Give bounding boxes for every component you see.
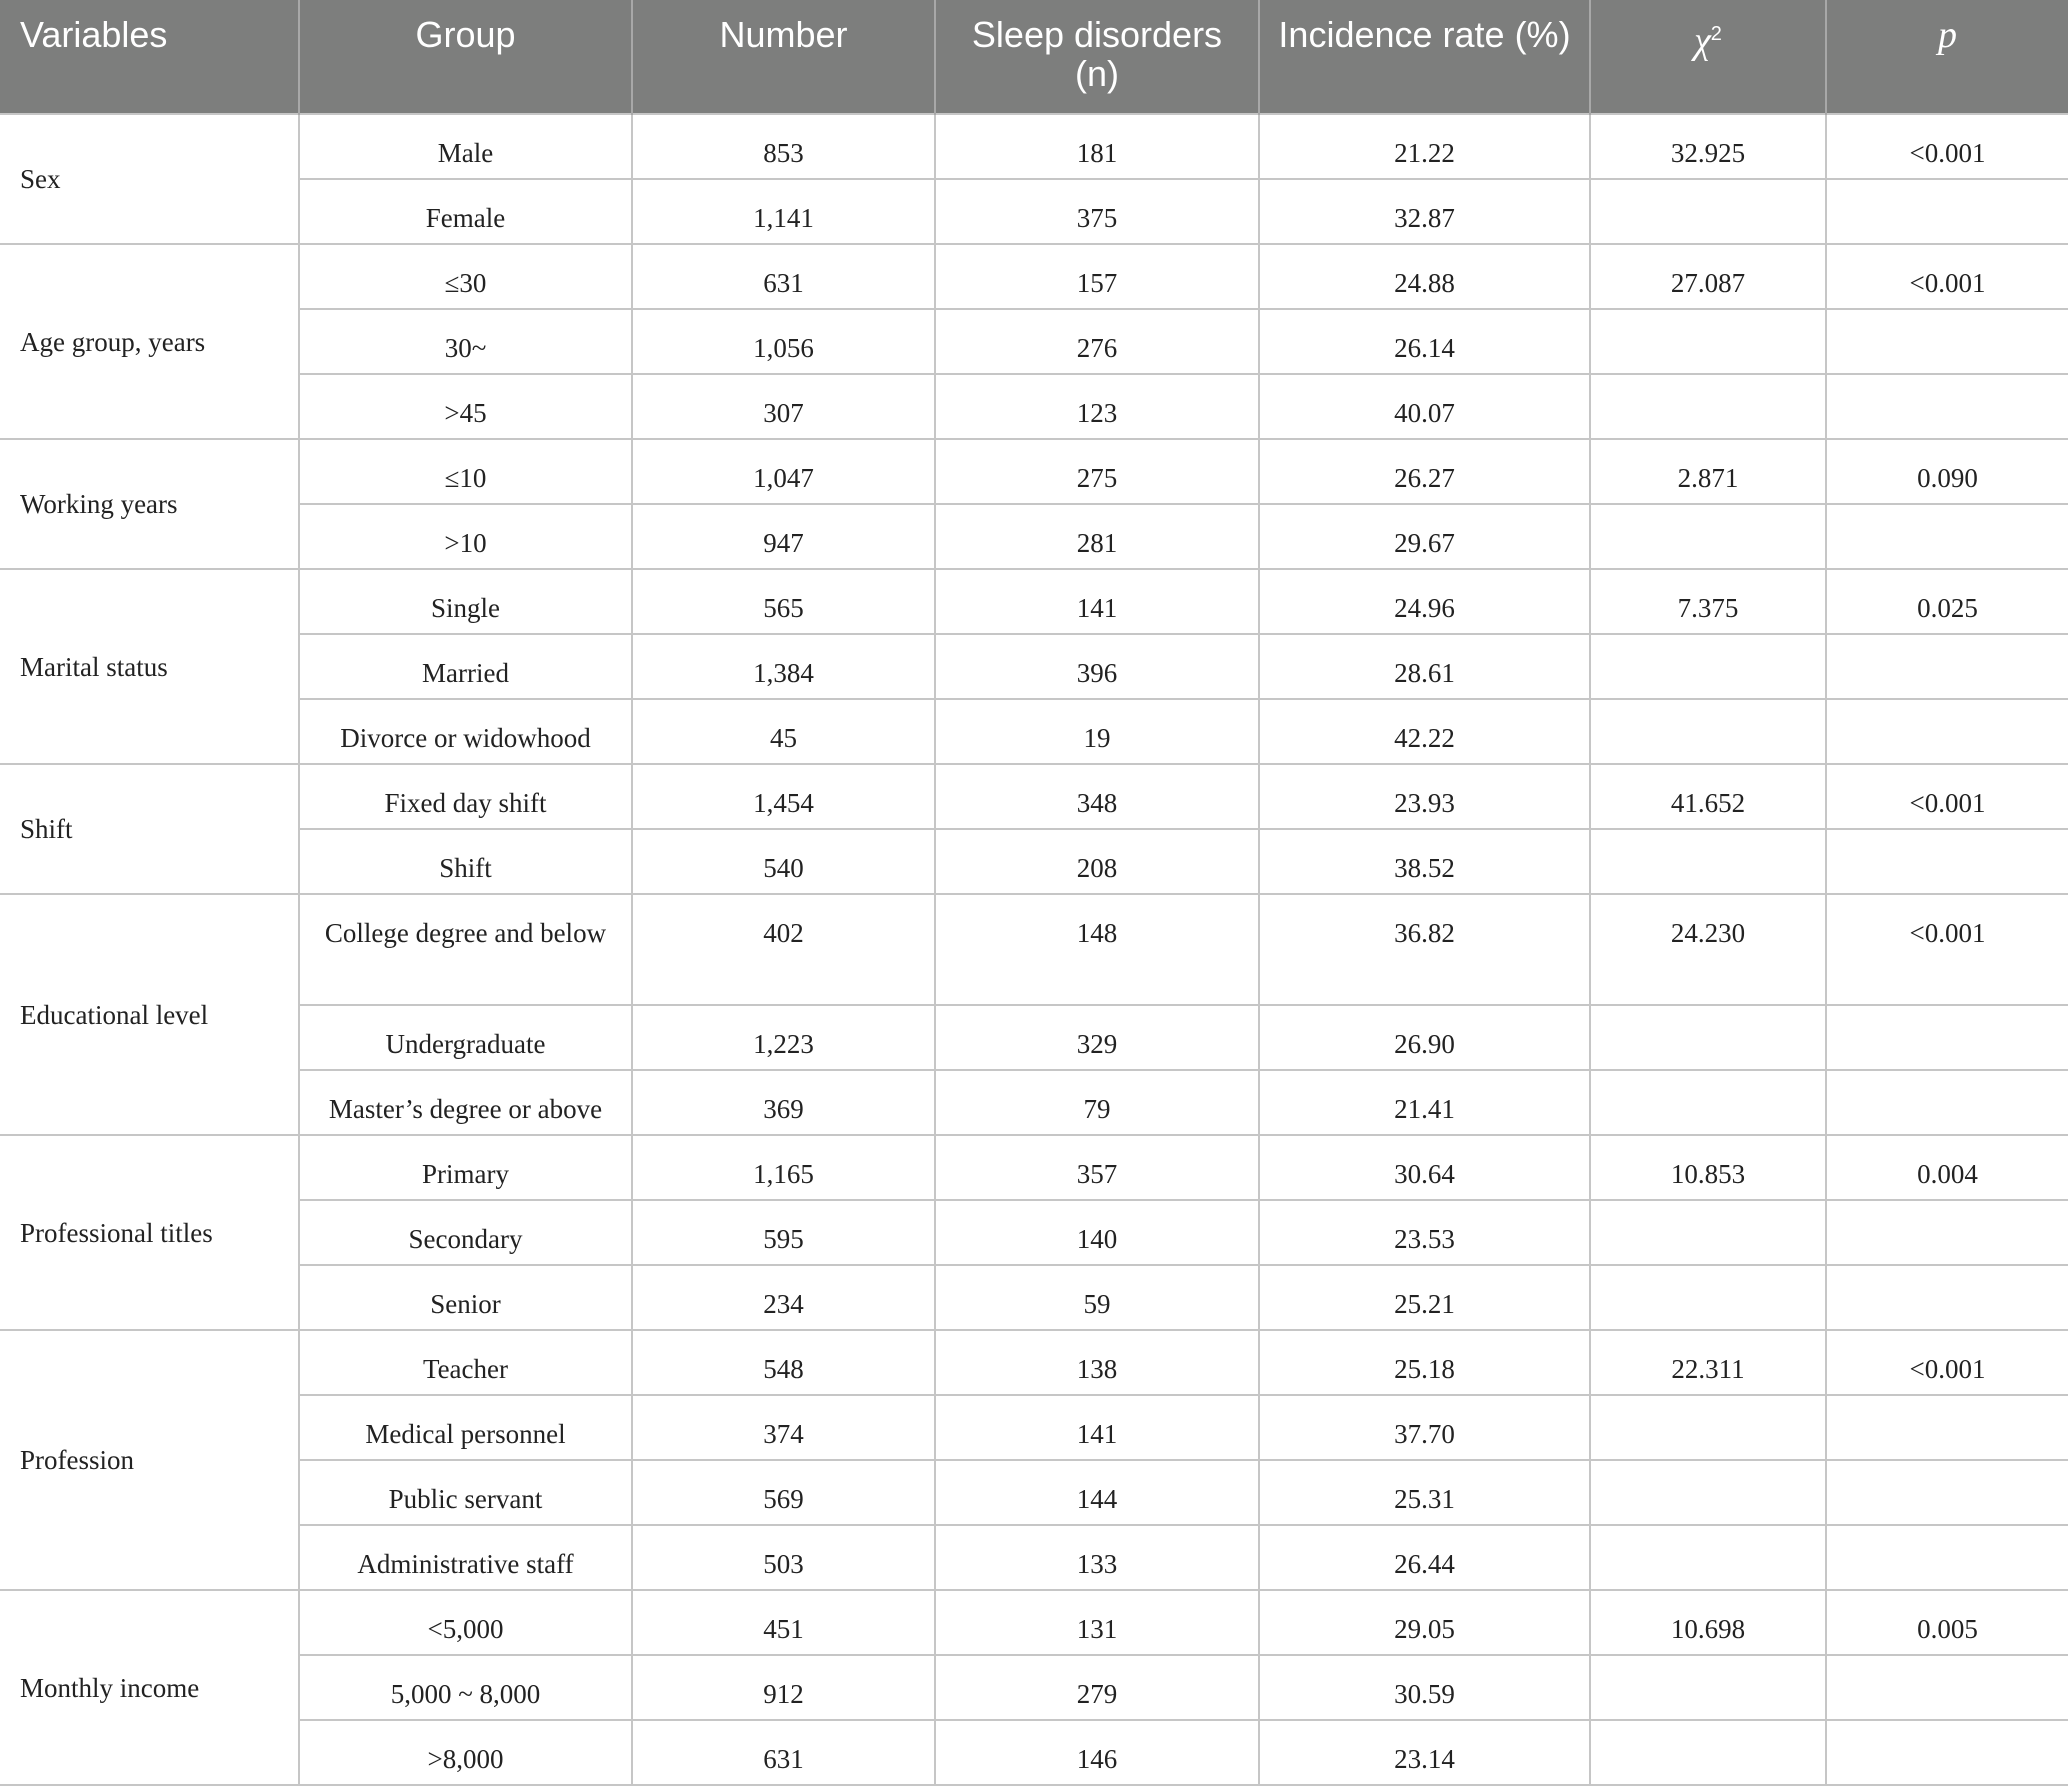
incidence-rate-cell: 26.44 — [1259, 1525, 1590, 1590]
table-row — [0, 894, 2068, 1005]
chi-square-cell: 27.087 — [1590, 244, 1826, 309]
group-cell: Undergraduate — [299, 1005, 632, 1070]
group-cell: Divorce or widowhood — [299, 699, 632, 764]
chi-square-cell — [1590, 1200, 1826, 1265]
p-value-cell: 0.090 — [1826, 439, 2068, 504]
incidence-rate-cell: 23.93 — [1259, 764, 1590, 829]
chi-square-cell — [1590, 504, 1826, 569]
p-value-cell — [1826, 1265, 2068, 1330]
incidence-rate-cell: 21.41 — [1259, 1070, 1590, 1135]
table-row — [0, 244, 2068, 309]
number-cell: 631 — [632, 1720, 935, 1785]
incidence-rate-cell: 30.59 — [1259, 1655, 1590, 1720]
number-cell: 1,384 — [632, 634, 935, 699]
number-cell: 1,223 — [632, 1005, 935, 1070]
header-p-value — [1826, 0, 2068, 114]
p-value-cell — [1826, 1070, 2068, 1135]
header-number: Number — [632, 0, 935, 114]
chi-square-cell: 2.871 — [1590, 439, 1826, 504]
group-cell: ≤10 — [299, 439, 632, 504]
incidence-rate-cell: 26.90 — [1259, 1005, 1590, 1070]
number-cell: 912 — [632, 1655, 935, 1720]
chi-square-cell — [1590, 1005, 1826, 1070]
table-row — [0, 1265, 2068, 1330]
sleep-disorders-cell: 396 — [935, 634, 1259, 699]
group-cell: >10 — [299, 504, 632, 569]
chi-square-cell — [1590, 1395, 1826, 1460]
number-cell: 1,141 — [632, 179, 935, 244]
table-row — [0, 1200, 2068, 1265]
chi-square-cell: 24.230 — [1590, 894, 1826, 1005]
variable-cell: Working years — [0, 439, 299, 569]
header-row — [0, 0, 2068, 114]
table-row — [0, 569, 2068, 634]
number-cell: 402 — [632, 894, 935, 1005]
group-cell: Male — [299, 114, 632, 179]
sleep-disorders-cell: 329 — [935, 1005, 1259, 1070]
sleep-disorders-cell: 148 — [935, 894, 1259, 1005]
variable-cell: Educational level — [0, 894, 299, 1135]
incidence-rate-cell: 24.96 — [1259, 569, 1590, 634]
table-body — [0, 114, 2068, 1785]
variable-cell: Sex — [0, 114, 299, 244]
number-cell: 947 — [632, 504, 935, 569]
group-cell: 30~ — [299, 309, 632, 374]
table-row — [0, 1460, 2068, 1525]
p-value-cell — [1826, 829, 2068, 894]
sleep-disorders-cell: 181 — [935, 114, 1259, 179]
incidence-rate-cell: 25.18 — [1259, 1330, 1590, 1395]
sleep-disorders-cell: 140 — [935, 1200, 1259, 1265]
table-row — [0, 439, 2068, 504]
table-row — [0, 309, 2068, 374]
p-value-cell — [1826, 179, 2068, 244]
chi-superscript: 2 — [1710, 23, 1722, 45]
sleep-disorders-cell: 141 — [935, 1395, 1259, 1460]
table-row — [0, 1525, 2068, 1590]
group-cell: Secondary — [299, 1200, 632, 1265]
group-cell: Female — [299, 179, 632, 244]
sleep-disorders-cell: 357 — [935, 1135, 1259, 1200]
group-cell: Married — [299, 634, 632, 699]
header-sleep-disorders: Sleep disorders (n) — [935, 0, 1259, 114]
number-cell: 540 — [632, 829, 935, 894]
number-cell: 45 — [632, 699, 935, 764]
group-cell: <5,000 — [299, 1590, 632, 1655]
table-row — [0, 829, 2068, 894]
incidence-rate-cell: 26.27 — [1259, 439, 1590, 504]
number-cell: 451 — [632, 1590, 935, 1655]
incidence-rate-cell: 23.14 — [1259, 1720, 1590, 1785]
p-value-cell — [1826, 634, 2068, 699]
p-value-cell — [1826, 504, 2068, 569]
p-value-cell — [1826, 1655, 2068, 1720]
p-value-cell — [1826, 309, 2068, 374]
group-cell: Fixed day shift — [299, 764, 632, 829]
p-value-cell — [1826, 1005, 2068, 1070]
chi-square-cell — [1590, 1720, 1826, 1785]
number-cell: 307 — [632, 374, 935, 439]
chi-square-cell — [1590, 1265, 1826, 1330]
sleep-disorders-cell: 281 — [935, 504, 1259, 569]
chi-square-cell — [1590, 374, 1826, 439]
incidence-rate-cell: 28.61 — [1259, 634, 1590, 699]
chi-square-cell — [1590, 634, 1826, 699]
incidence-rate-cell: 21.22 — [1259, 114, 1590, 179]
group-cell: 5,000 ~ 8,000 — [299, 1655, 632, 1720]
p-value-cell — [1826, 699, 2068, 764]
table-row — [0, 1720, 2068, 1785]
table-row — [0, 1135, 2068, 1200]
table-row — [0, 179, 2068, 244]
sleep-disorders-cell: 276 — [935, 309, 1259, 374]
number-cell: 1,165 — [632, 1135, 935, 1200]
p-value-cell: 0.025 — [1826, 569, 2068, 634]
sleep-disorders-cell: 59 — [935, 1265, 1259, 1330]
p-value-cell: <0.001 — [1826, 894, 2068, 1005]
incidence-rate-cell: 26.14 — [1259, 309, 1590, 374]
incidence-rate-cell: 42.22 — [1259, 699, 1590, 764]
group-cell: Senior — [299, 1265, 632, 1330]
sleep-disorders-cell: 123 — [935, 374, 1259, 439]
incidence-rate-cell: 32.87 — [1259, 179, 1590, 244]
group-cell: Medical personnel — [299, 1395, 632, 1460]
number-cell: 548 — [632, 1330, 935, 1395]
chi-square-cell — [1590, 1655, 1826, 1720]
chi-square-cell — [1590, 829, 1826, 894]
chi-square-cell — [1590, 179, 1826, 244]
chi-square-cell — [1590, 1460, 1826, 1525]
p-value-cell: 0.004 — [1826, 1135, 2068, 1200]
group-cell: College degree and below — [299, 894, 632, 1005]
number-cell: 631 — [632, 244, 935, 309]
sleep-disorders-cell: 144 — [935, 1460, 1259, 1525]
incidence-rate-cell: 25.31 — [1259, 1460, 1590, 1525]
incidence-rate-cell: 23.53 — [1259, 1200, 1590, 1265]
chi-square-cell: 7.375 — [1590, 569, 1826, 634]
group-cell: ≤30 — [299, 244, 632, 309]
chi-square-cell — [1590, 699, 1826, 764]
incidence-rate-cell: 29.05 — [1259, 1590, 1590, 1655]
p-value-cell — [1826, 374, 2068, 439]
incidence-rate-cell: 36.82 — [1259, 894, 1590, 1005]
sleep-disorders-cell: 208 — [935, 829, 1259, 894]
incidence-rate-cell: 29.67 — [1259, 504, 1590, 569]
p-symbol: p — [1938, 14, 1957, 56]
chi-square-cell: 10.698 — [1590, 1590, 1826, 1655]
sleep-disorders-cell: 141 — [935, 569, 1259, 634]
number-cell: 595 — [632, 1200, 935, 1265]
sleep-disorders-cell: 375 — [935, 179, 1259, 244]
header-variables: Variables — [0, 0, 299, 114]
chi-square-cell: 32.925 — [1590, 114, 1826, 179]
variable-cell: Age group, years — [0, 244, 299, 439]
table-header — [0, 0, 2068, 114]
sleep-disorders-cell: 275 — [935, 439, 1259, 504]
number-cell: 234 — [632, 1265, 935, 1330]
incidence-rate-cell: 38.52 — [1259, 829, 1590, 894]
p-value-cell — [1826, 1395, 2068, 1460]
p-value-cell — [1826, 1720, 2068, 1785]
table-row — [0, 374, 2068, 439]
p-value-cell — [1826, 1460, 2068, 1525]
variable-cell: Professional titles — [0, 1135, 299, 1330]
table-row — [0, 1395, 2068, 1460]
table-row — [0, 1070, 2068, 1135]
sleep-disorders-cell: 79 — [935, 1070, 1259, 1135]
incidence-rate-cell: 37.70 — [1259, 1395, 1590, 1460]
number-cell: 565 — [632, 569, 935, 634]
p-value-cell: 0.005 — [1826, 1590, 2068, 1655]
sleep-disorders-cell: 157 — [935, 244, 1259, 309]
chi-square-cell — [1590, 1070, 1826, 1135]
p-value-cell — [1826, 1200, 2068, 1265]
sleep-disorders-cell: 146 — [935, 1720, 1259, 1785]
variable-cell: Shift — [0, 764, 299, 894]
table-row — [0, 634, 2068, 699]
number-cell: 569 — [632, 1460, 935, 1525]
sleep-disorders-cell: 19 — [935, 699, 1259, 764]
table-row — [0, 1655, 2068, 1720]
table-row — [0, 1590, 2068, 1655]
sleep-disorders-cell: 131 — [935, 1590, 1259, 1655]
number-cell: 369 — [632, 1070, 935, 1135]
variable-cell: Monthly income — [0, 1590, 299, 1785]
group-cell: >8,000 — [299, 1720, 632, 1785]
chi-square-cell — [1590, 309, 1826, 374]
header-incidence-rate: Incidence rate (%) — [1259, 0, 1590, 114]
variable-cell: Profession — [0, 1330, 299, 1590]
p-value-cell: <0.001 — [1826, 1330, 2068, 1395]
chi-square-cell — [1590, 1525, 1826, 1590]
group-cell: Administrative staff — [299, 1525, 632, 1590]
number-cell: 853 — [632, 114, 935, 179]
number-cell: 1,056 — [632, 309, 935, 374]
chi-square-cell: 41.652 — [1590, 764, 1826, 829]
p-value-cell: <0.001 — [1826, 244, 2068, 309]
group-cell: Master’s degree or above — [299, 1070, 632, 1135]
group-cell: Public servant — [299, 1460, 632, 1525]
header-chi-square — [1590, 0, 1826, 114]
table-row — [0, 764, 2068, 829]
sleep-disorders-cell: 348 — [935, 764, 1259, 829]
sleep-disorders-cell: 133 — [935, 1525, 1259, 1590]
group-cell: Primary — [299, 1135, 632, 1200]
header-group: Group — [299, 0, 632, 114]
table-row — [0, 699, 2068, 764]
incidence-rate-cell: 24.88 — [1259, 244, 1590, 309]
chi-square-cell: 10.853 — [1590, 1135, 1826, 1200]
p-value-cell — [1826, 1525, 2068, 1590]
table-row — [0, 504, 2068, 569]
p-value-cell: <0.001 — [1826, 764, 2068, 829]
group-cell: Teacher — [299, 1330, 632, 1395]
incidence-rate-cell: 30.64 — [1259, 1135, 1590, 1200]
variable-cell: Marital status — [0, 569, 299, 764]
sleep-disorders-cell: 279 — [935, 1655, 1259, 1720]
number-cell: 503 — [632, 1525, 935, 1590]
group-cell: Shift — [299, 829, 632, 894]
sleep-disorders-cell: 138 — [935, 1330, 1259, 1395]
chi-symbol: χ — [1694, 20, 1711, 62]
table-row — [0, 1005, 2068, 1070]
incidence-rate-cell: 40.07 — [1259, 374, 1590, 439]
incidence-rate-cell: 25.21 — [1259, 1265, 1590, 1330]
group-cell: Single — [299, 569, 632, 634]
group-cell: >45 — [299, 374, 632, 439]
table-row — [0, 114, 2068, 179]
table-row — [0, 1330, 2068, 1395]
number-cell: 1,454 — [632, 764, 935, 829]
number-cell: 1,047 — [632, 439, 935, 504]
number-cell: 374 — [632, 1395, 935, 1460]
p-value-cell: <0.001 — [1826, 114, 2068, 179]
chi-square-cell: 22.311 — [1590, 1330, 1826, 1395]
